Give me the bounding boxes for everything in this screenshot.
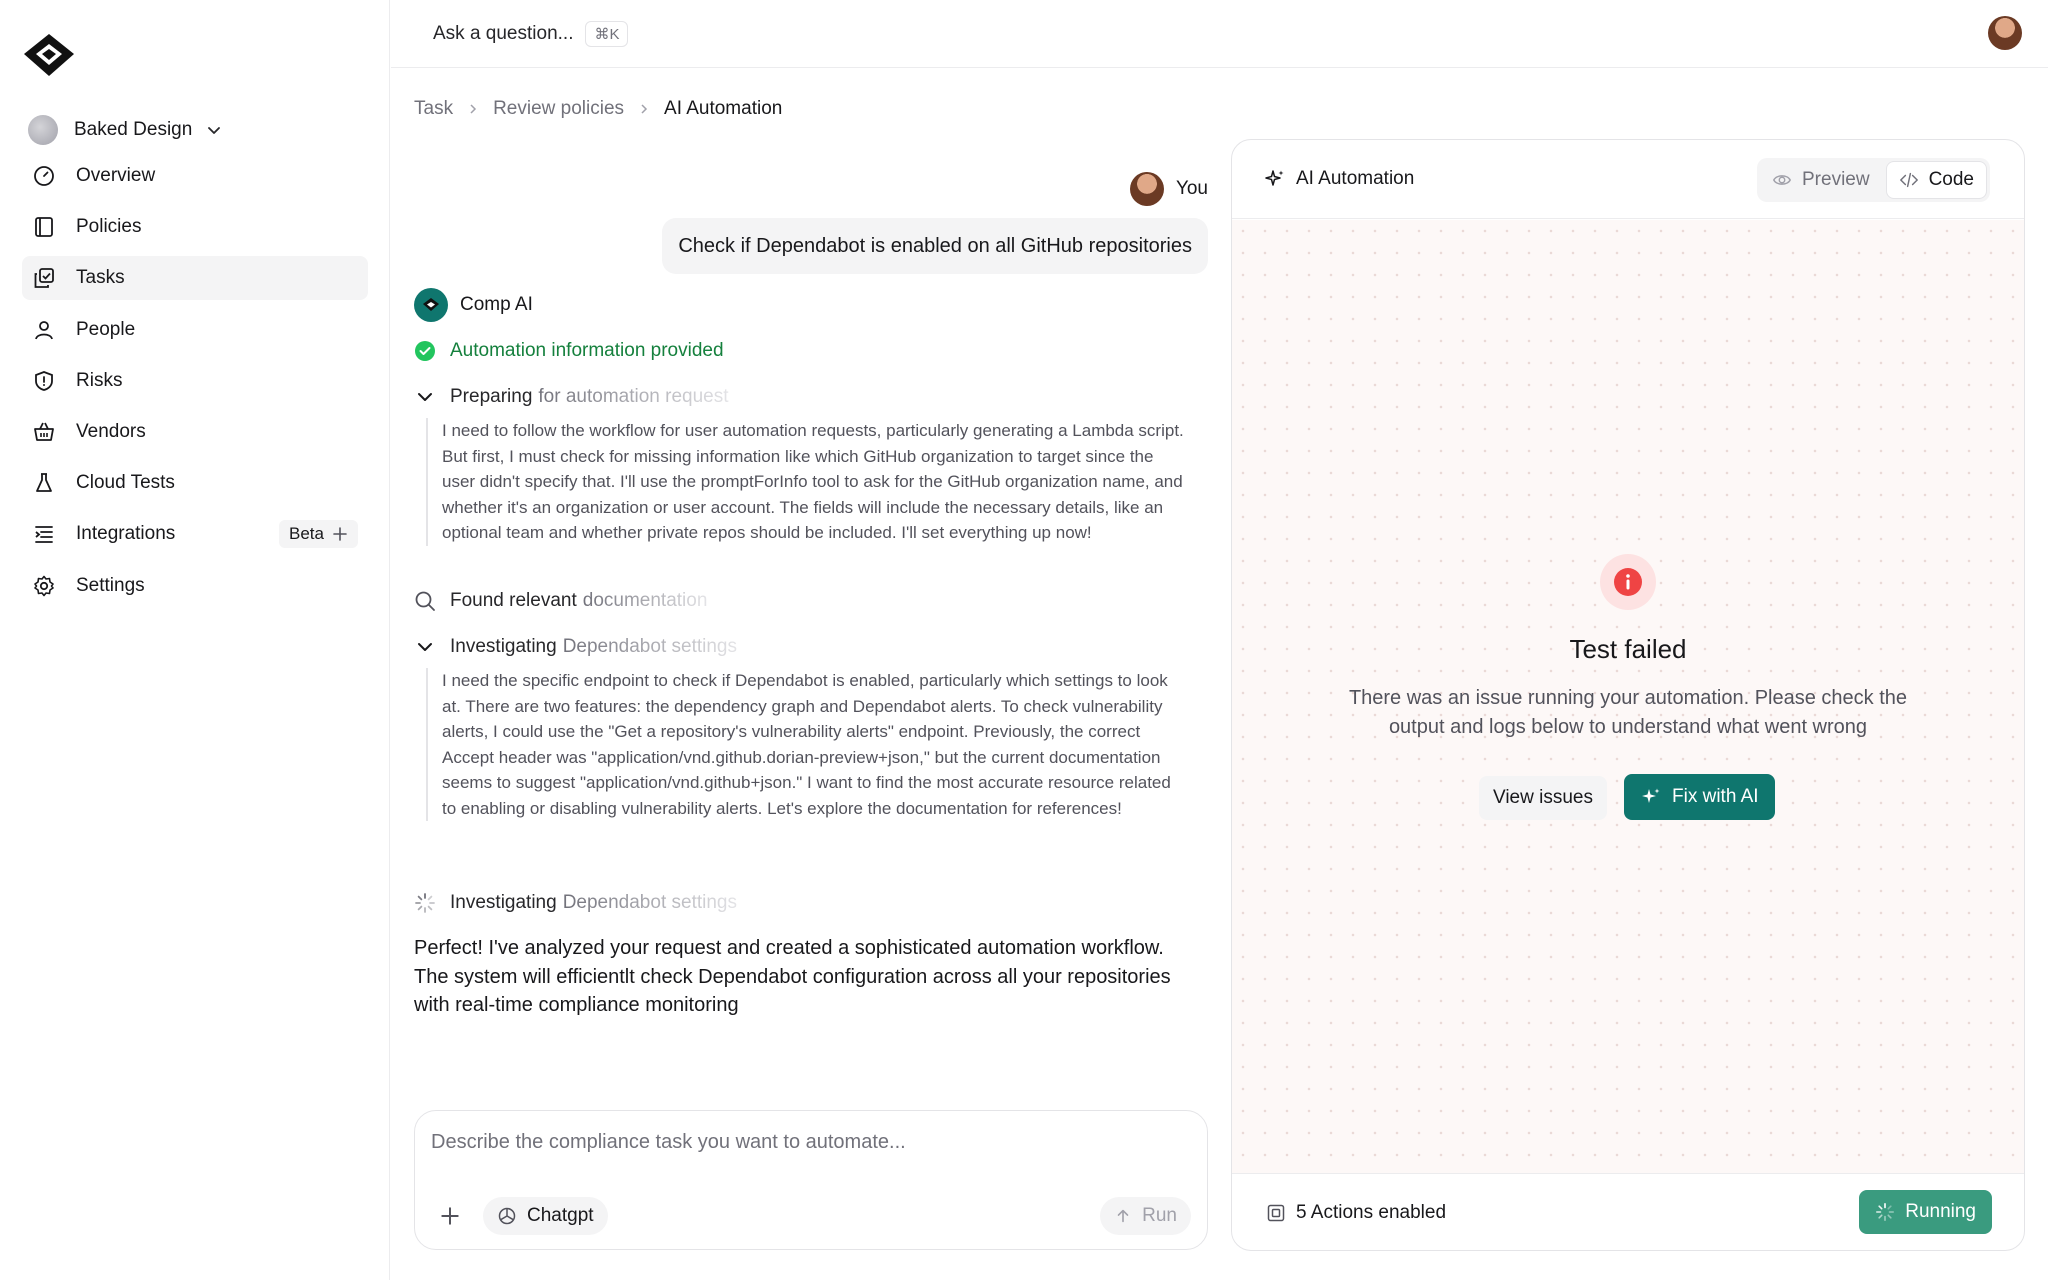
app-logo[interactable] [22, 32, 76, 78]
user-avatar[interactable] [1988, 16, 2022, 50]
automation-panel [1231, 139, 2025, 1251]
step-label-fade: Dependabot settings [562, 636, 737, 657]
sidebar-item-label: Integrations [76, 523, 176, 545]
step-label-fade: Dependabot settings [562, 892, 737, 913]
book-icon [32, 215, 56, 239]
step-info-provided [414, 340, 724, 362]
plus-icon [439, 1205, 461, 1227]
check-circle-icon [414, 340, 436, 362]
fix-with-ai-button[interactable] [1624, 774, 1775, 820]
gauge-icon [32, 164, 56, 188]
step-label: Found relevant [450, 590, 577, 611]
breadcrumb-review-policies[interactable]: Review policies [493, 98, 625, 119]
beta-badge[interactable] [279, 520, 358, 548]
openai-icon [497, 1206, 517, 1226]
bot-message-header [414, 288, 533, 322]
plus-icon [332, 526, 348, 542]
eye-icon [1772, 170, 1792, 190]
prompt-composer [414, 1110, 1208, 1250]
code-label: Code [1928, 169, 1974, 190]
sidebar-item-label: People [76, 318, 136, 340]
thought-preparing: I need to follow the workflow for user automation requests, particularly generating a Lambda script. But first, I must check for missing information like which GitHub organization to target since the user didn't specify that. I'll use the promptForInfo tool to ask for the GitHub organization name, and whether it's an organization or user account. The fields will include the necessary details, like an optional team and whether private repos should be included. I'll set everything up now! [426, 418, 1186, 546]
flask-icon [32, 471, 56, 495]
sidebar-nav [22, 154, 368, 615]
gear-icon [32, 574, 56, 598]
preview-tab[interactable] [1760, 161, 1882, 199]
sidebar-item-vendors[interactable] [22, 410, 368, 454]
integrations-icon [32, 522, 56, 546]
running-button[interactable] [1859, 1190, 1992, 1234]
sidebar-item-tasks[interactable] [22, 256, 368, 300]
search-icon [414, 590, 436, 612]
view-issues-button[interactable]: View issues [1479, 776, 1607, 820]
sidebar-item-label: Risks [76, 369, 123, 391]
sidebar-item-label: Tasks [76, 267, 125, 289]
code-tab[interactable] [1886, 161, 1987, 199]
panel-header [1232, 140, 2024, 219]
user-icon [32, 318, 56, 342]
workspace-avatar [28, 115, 58, 145]
preview-label: Preview [1802, 169, 1870, 190]
tasks-icon [32, 266, 56, 290]
error-description: There was an issue running your automation. Please check the output and logs below to understand what went wrong [1348, 687, 1908, 738]
step-label: Investigating [450, 636, 557, 657]
actions-icon [1266, 1203, 1286, 1223]
thought-investigating: I need the specific endpoint to check if Dependabot is enabled, particularly which settings to look at. There are two features: the dependency graph and Dependabot alerts. To check vulnerability alerts, I could use the "Get a repository's vulnerability alerts" endpoint. Previously, the correct Accept header was "application/vnd.github.dorian-preview+json," but the current documentation seems to suggest "application/vnd.github+json." I want to find the most accurate resource related to enabling or disabling vulnerability alerts. Let's explore the documentation for references! [426, 668, 1186, 821]
ask-question-label: Ask a question... [433, 23, 574, 44]
arrow-up-icon [1114, 1207, 1132, 1225]
user-message: Check if Dependabot is enabled on all GitHub repositories [662, 218, 1208, 274]
step-investigating[interactable] [414, 636, 737, 658]
ask-question-button[interactable] [433, 21, 628, 47]
code-icon [1899, 170, 1919, 190]
user-message-header [1130, 172, 1208, 206]
prompt-input[interactable] [431, 1131, 1171, 1154]
loader-icon [414, 892, 436, 914]
workspace-name: Baked Design [74, 119, 193, 140]
sidebar-item-label: Policies [76, 216, 142, 238]
run-button[interactable] [1100, 1197, 1191, 1235]
step-found-docs [414, 590, 707, 612]
basket-icon [32, 420, 56, 444]
actions-enabled[interactable] [1266, 1202, 1446, 1224]
step-label: Investigating [450, 892, 557, 913]
error-title: Test failed [1569, 634, 1687, 664]
model-name: Chatgpt [527, 1205, 594, 1226]
comp-ai-logo-icon [421, 295, 441, 315]
panel-footer [1232, 1173, 2024, 1251]
panel-title-text: AI Automation [1296, 168, 1415, 189]
beta-badge-label: Beta [289, 524, 324, 544]
step-investigating-active [414, 892, 737, 914]
step-label-fade: for automation request [538, 386, 729, 407]
sidebar [0, 0, 390, 1280]
alert-circle-icon [1613, 567, 1643, 597]
sparkles-icon [1264, 168, 1286, 190]
panel-title [1264, 168, 1414, 190]
chevron-right-icon [467, 103, 479, 115]
sidebar-item-label: Settings [76, 574, 145, 596]
breadcrumb-task[interactable]: Task [414, 98, 454, 119]
sidebar-item-risks[interactable] [22, 359, 368, 403]
sidebar-item-label: Cloud Tests [76, 472, 175, 494]
user-name: You [1175, 178, 1208, 199]
sparkles-icon [1640, 786, 1662, 808]
shortcut-hint: ⌘K [585, 21, 628, 47]
sidebar-item-label: Vendors [76, 420, 146, 442]
workspace-switcher[interactable] [28, 114, 222, 146]
bot-name: Comp AI [460, 294, 533, 315]
run-label: Run [1142, 1205, 1177, 1226]
chevron-down-icon [414, 386, 436, 408]
bot-avatar [414, 288, 448, 322]
step-label: Preparing [450, 386, 533, 407]
panel-canvas [1232, 220, 2024, 1173]
top-bar [391, 0, 2048, 68]
sidebar-item-people[interactable] [22, 308, 368, 352]
sidebar-item-integrations[interactable] [22, 512, 368, 556]
sidebar-item-overview[interactable] [22, 154, 368, 198]
chevron-down-icon [414, 636, 436, 658]
step-preparing[interactable] [414, 386, 729, 408]
sidebar-item-settings[interactable] [22, 564, 368, 608]
model-selector[interactable] [483, 1197, 608, 1235]
bot-final-message: Perfect! I've analyzed your request and created a sophisticated automation workflow. The system will efficientlt check Dependabot configuration across all your repositories with real-time compliance monitoring [414, 937, 1171, 1016]
chevron-right-icon [638, 103, 650, 115]
breadcrumb [414, 98, 782, 120]
step-label: Automation information provided [450, 340, 724, 361]
shield-icon [32, 369, 56, 393]
fix-with-ai-label: Fix with AI [1672, 786, 1759, 807]
sidebar-item-policies[interactable] [22, 205, 368, 249]
loader-icon [1875, 1202, 1895, 1222]
running-label: Running [1905, 1201, 1976, 1222]
sidebar-item-cloud-tests[interactable] [22, 461, 368, 505]
error-badge [1600, 554, 1656, 610]
view-toggle [1757, 158, 1990, 202]
chevron-down-icon [206, 122, 222, 138]
user-avatar [1130, 172, 1164, 206]
step-label-fade: documentation [582, 590, 708, 611]
actions-enabled-label: 5 Actions enabled [1296, 1202, 1447, 1223]
breadcrumb-current: AI Automation [664, 98, 783, 119]
attach-button[interactable] [431, 1197, 469, 1235]
sidebar-item-label: Overview [76, 165, 156, 186]
